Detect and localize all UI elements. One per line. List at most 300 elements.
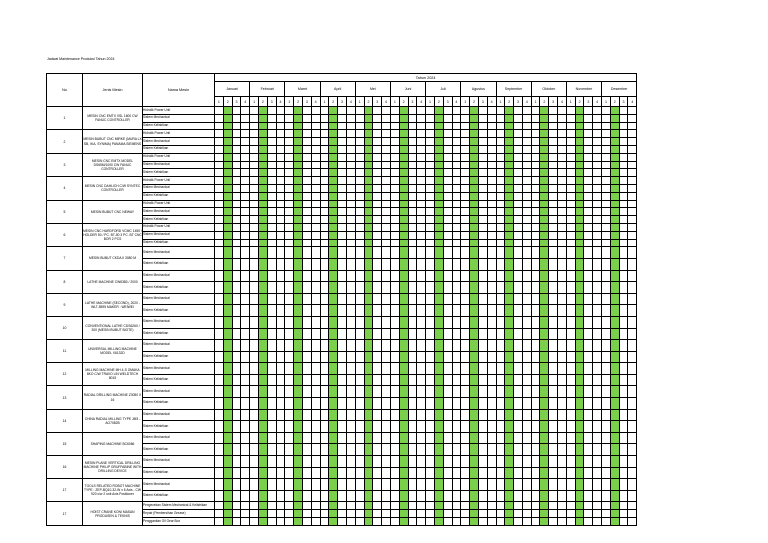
schedule-cell xyxy=(267,518,276,526)
schedule-cell xyxy=(505,153,514,161)
schedule-cell xyxy=(610,114,619,122)
schedule-cell xyxy=(294,239,303,247)
schedule-cell xyxy=(514,351,523,363)
maintenance-item: Hidrolik Power Unit xyxy=(143,223,215,231)
schedule-cell xyxy=(311,316,320,328)
schedule-cell xyxy=(390,258,399,270)
schedule-cell xyxy=(575,340,584,352)
schedule-cell xyxy=(522,351,531,363)
schedule-cell xyxy=(540,282,549,294)
schedule-cell xyxy=(338,192,347,200)
schedule-cell xyxy=(558,107,567,115)
schedule-cell xyxy=(628,305,637,317)
schedule-cell xyxy=(461,351,470,363)
schedule-cell xyxy=(619,122,628,130)
schedule-cell xyxy=(593,282,602,294)
schedule-cell xyxy=(602,153,611,161)
schedule-cell xyxy=(276,239,285,247)
schedule-cell xyxy=(452,231,461,239)
schedule-cell xyxy=(566,398,575,410)
schedule-cell xyxy=(250,305,259,317)
schedule-cell xyxy=(514,409,523,421)
schedule-cell xyxy=(241,145,250,153)
schedule-cell xyxy=(452,510,461,518)
schedule-cell xyxy=(487,223,496,231)
schedule-cell xyxy=(584,456,593,468)
schedule-cell xyxy=(575,502,584,510)
schedule-cell xyxy=(505,432,514,444)
schedule-cell xyxy=(294,107,303,115)
schedule-cell xyxy=(540,231,549,239)
schedule-cell xyxy=(232,490,241,502)
schedule-cell xyxy=(382,479,391,491)
schedule-cell xyxy=(470,282,479,294)
schedule-cell xyxy=(223,479,232,491)
schedule-cell xyxy=(215,293,224,305)
schedule-cell xyxy=(514,293,523,305)
schedule-cell xyxy=(346,231,355,239)
maintenance-item: Sistem Mechanical xyxy=(143,208,215,216)
week-header: 4 xyxy=(593,97,602,107)
schedule-cell xyxy=(549,456,558,468)
schedule-cell xyxy=(540,258,549,270)
schedule-cell xyxy=(294,386,303,398)
schedule-cell xyxy=(566,239,575,247)
schedule-cell xyxy=(285,161,294,169)
schedule-cell xyxy=(390,247,399,259)
schedule-cell xyxy=(338,177,347,185)
schedule-cell xyxy=(558,479,567,491)
schedule-cell xyxy=(619,328,628,340)
schedule-cell xyxy=(311,398,320,410)
schedule-cell xyxy=(602,138,611,146)
schedule-cell xyxy=(461,518,470,526)
schedule-cell xyxy=(443,328,452,340)
schedule-cell xyxy=(302,239,311,247)
schedule-cell xyxy=(584,192,593,200)
schedule-cell xyxy=(364,231,373,239)
schedule-cell xyxy=(223,145,232,153)
schedule-cell xyxy=(373,114,382,122)
schedule-cell xyxy=(487,153,496,161)
schedule-cell xyxy=(584,258,593,270)
schedule-cell xyxy=(540,153,549,161)
schedule-cell xyxy=(619,293,628,305)
schedule-cell xyxy=(584,490,593,502)
schedule-cell xyxy=(426,177,435,185)
schedule-cell xyxy=(294,421,303,433)
schedule-cell xyxy=(514,208,523,216)
schedule-cell xyxy=(399,510,408,518)
schedule-cell xyxy=(258,192,267,200)
schedule-cell xyxy=(250,479,259,491)
header-no: No xyxy=(47,74,83,107)
schedule-cell xyxy=(346,145,355,153)
schedule-cell xyxy=(294,138,303,146)
row-number: 4 xyxy=(47,177,83,200)
schedule-cell xyxy=(426,122,435,130)
schedule-cell xyxy=(364,502,373,510)
schedule-cell xyxy=(496,208,505,216)
schedule-cell xyxy=(505,328,514,340)
schedule-cell xyxy=(355,145,364,153)
schedule-cell xyxy=(478,502,487,510)
schedule-cell xyxy=(258,223,267,231)
schedule-cell xyxy=(496,316,505,328)
schedule-cell xyxy=(215,502,224,510)
schedule-cell xyxy=(566,510,575,518)
week-header: 1 xyxy=(531,97,540,107)
schedule-cell xyxy=(602,270,611,282)
schedule-cell xyxy=(346,467,355,479)
schedule-cell xyxy=(338,421,347,433)
schedule-cell xyxy=(584,374,593,386)
schedule-cell xyxy=(505,386,514,398)
schedule-cell xyxy=(452,184,461,192)
schedule-cell xyxy=(452,130,461,138)
schedule-cell xyxy=(390,231,399,239)
schedule-cell xyxy=(452,270,461,282)
schedule-cell xyxy=(408,270,417,282)
schedule-cell xyxy=(382,386,391,398)
schedule-cell xyxy=(302,386,311,398)
schedule-cell xyxy=(382,490,391,502)
week-header: 2 xyxy=(540,97,549,107)
schedule-cell xyxy=(382,282,391,294)
schedule-cell xyxy=(584,444,593,456)
schedule-cell xyxy=(382,239,391,247)
schedule-cell xyxy=(311,386,320,398)
machine-type: RADIAL DRILLING MACHINE Z3050 X 16 xyxy=(83,386,143,409)
schedule-cell xyxy=(531,328,540,340)
schedule-cell xyxy=(285,479,294,491)
schedule-cell xyxy=(461,145,470,153)
schedule-cell xyxy=(443,216,452,224)
schedule-cell xyxy=(443,479,452,491)
schedule-cell xyxy=(276,328,285,340)
week-header: 3 xyxy=(514,97,523,107)
schedule-cell xyxy=(215,270,224,282)
schedule-cell xyxy=(549,216,558,224)
schedule-cell xyxy=(320,479,329,491)
schedule-cell xyxy=(294,200,303,208)
schedule-cell xyxy=(285,208,294,216)
schedule-cell xyxy=(408,130,417,138)
schedule-cell xyxy=(531,444,540,456)
schedule-cell xyxy=(619,107,628,115)
schedule-cell xyxy=(276,409,285,421)
schedule-cell xyxy=(294,490,303,502)
schedule-cell xyxy=(531,177,540,185)
schedule-cell xyxy=(232,351,241,363)
schedule-cell xyxy=(241,130,250,138)
schedule-cell xyxy=(223,518,232,526)
schedule-cell xyxy=(346,456,355,468)
schedule-cell xyxy=(276,479,285,491)
schedule-cell xyxy=(302,247,311,259)
schedule-cell xyxy=(443,351,452,363)
schedule-cell xyxy=(575,510,584,518)
schedule-cell xyxy=(602,258,611,270)
schedule-cell xyxy=(215,107,224,115)
schedule-cell xyxy=(390,490,399,502)
schedule-cell xyxy=(223,192,232,200)
schedule-cell xyxy=(443,231,452,239)
schedule-cell xyxy=(566,107,575,115)
schedule-cell xyxy=(320,490,329,502)
schedule-cell xyxy=(487,247,496,259)
schedule-cell xyxy=(575,153,584,161)
schedule-cell xyxy=(338,107,347,115)
schedule-cell xyxy=(593,153,602,161)
schedule-cell xyxy=(320,502,329,510)
schedule-cell xyxy=(478,293,487,305)
schedule-cell xyxy=(443,169,452,177)
schedule-cell xyxy=(593,258,602,270)
schedule-cell xyxy=(232,247,241,259)
week-header: 3 xyxy=(584,97,593,107)
schedule-cell xyxy=(417,216,426,224)
schedule-cell xyxy=(250,432,259,444)
schedule-cell xyxy=(320,114,329,122)
schedule-cell xyxy=(258,444,267,456)
schedule-cell xyxy=(461,421,470,433)
schedule-cell xyxy=(417,293,426,305)
schedule-cell xyxy=(355,502,364,510)
schedule-cell xyxy=(602,223,611,231)
schedule-cell xyxy=(426,239,435,247)
schedule-cell xyxy=(285,398,294,410)
schedule-cell xyxy=(549,107,558,115)
schedule-cell xyxy=(276,122,285,130)
schedule-cell xyxy=(294,270,303,282)
schedule-cell xyxy=(549,223,558,231)
schedule-cell xyxy=(487,258,496,270)
schedule-cell xyxy=(434,502,443,510)
schedule-cell xyxy=(531,223,540,231)
schedule-cell xyxy=(223,200,232,208)
schedule-cell xyxy=(610,216,619,224)
schedule-cell xyxy=(470,208,479,216)
schedule-cell xyxy=(276,502,285,510)
schedule-cell xyxy=(320,231,329,239)
schedule-cell xyxy=(346,153,355,161)
schedule-cell xyxy=(584,432,593,444)
schedule-cell xyxy=(382,161,391,169)
schedule-cell xyxy=(294,216,303,224)
schedule-cell xyxy=(408,200,417,208)
schedule-cell xyxy=(531,386,540,398)
schedule-cell xyxy=(426,351,435,363)
schedule-cell xyxy=(390,351,399,363)
schedule-cell xyxy=(575,169,584,177)
schedule-cell xyxy=(408,107,417,115)
machine-type: LATHE MACHINE (SECOND), 2020 - WLT-5595 MAKER : WEIWEI xyxy=(83,293,143,316)
schedule-cell xyxy=(584,518,593,526)
schedule-cell xyxy=(364,479,373,491)
schedule-cell xyxy=(610,328,619,340)
schedule-cell xyxy=(320,316,329,328)
schedule-cell xyxy=(628,409,637,421)
schedule-cell xyxy=(566,456,575,468)
schedule-cell xyxy=(408,386,417,398)
schedule-cell xyxy=(258,184,267,192)
schedule-cell xyxy=(487,510,496,518)
schedule-cell xyxy=(382,363,391,375)
schedule-cell xyxy=(619,231,628,239)
schedule-cell xyxy=(285,138,294,146)
maintenance-item: Sistem Mechanical xyxy=(143,340,215,352)
schedule-cell xyxy=(434,107,443,115)
maintenance-item: Sistem Kelistrikan xyxy=(143,490,215,502)
schedule-cell xyxy=(258,169,267,177)
week-header: 2 xyxy=(294,97,303,107)
schedule-cell xyxy=(461,456,470,468)
schedule-cell xyxy=(267,114,276,122)
schedule-cell xyxy=(540,270,549,282)
schedule-cell xyxy=(452,161,461,169)
schedule-cell xyxy=(593,184,602,192)
schedule-cell xyxy=(382,444,391,456)
week-header: 4 xyxy=(558,97,567,107)
schedule-cell xyxy=(390,293,399,305)
schedule-cell xyxy=(346,216,355,224)
schedule-cell xyxy=(610,467,619,479)
schedule-cell xyxy=(267,510,276,518)
month-header: Desember xyxy=(602,82,637,97)
table-row xyxy=(47,479,637,491)
schedule-cell xyxy=(461,328,470,340)
schedule-cell xyxy=(461,239,470,247)
schedule-cell xyxy=(338,122,347,130)
schedule-cell xyxy=(487,192,496,200)
schedule-cell xyxy=(320,138,329,146)
schedule-cell xyxy=(215,153,224,161)
schedule-cell xyxy=(320,328,329,340)
schedule-cell xyxy=(241,305,250,317)
schedule-cell xyxy=(382,138,391,146)
schedule-cell xyxy=(258,518,267,526)
schedule-cell xyxy=(258,138,267,146)
schedule-cell xyxy=(496,328,505,340)
schedule-cell xyxy=(232,386,241,398)
schedule-cell xyxy=(399,398,408,410)
schedule-cell xyxy=(514,130,523,138)
schedule-cell xyxy=(566,432,575,444)
schedule-cell xyxy=(443,192,452,200)
schedule-cell xyxy=(452,421,461,433)
schedule-cell xyxy=(258,239,267,247)
schedule-cell xyxy=(258,200,267,208)
schedule-cell xyxy=(232,444,241,456)
schedule-cell xyxy=(593,386,602,398)
schedule-cell xyxy=(355,192,364,200)
schedule-cell xyxy=(294,510,303,518)
maintenance-item: Pengecekan Sistem Mechanical & Kelistrikan xyxy=(143,502,215,510)
schedule-cell xyxy=(522,138,531,146)
schedule-cell xyxy=(610,145,619,153)
schedule-cell xyxy=(215,208,224,216)
schedule-cell xyxy=(329,122,338,130)
schedule-cell xyxy=(241,282,250,294)
schedule-cell xyxy=(610,282,619,294)
schedule-cell xyxy=(602,239,611,247)
schedule-cell xyxy=(364,467,373,479)
schedule-cell xyxy=(408,467,417,479)
schedule-cell xyxy=(223,282,232,294)
schedule-cell xyxy=(355,282,364,294)
schedule-cell xyxy=(364,247,373,259)
schedule-cell xyxy=(302,351,311,363)
schedule-cell xyxy=(549,490,558,502)
schedule-cell xyxy=(399,340,408,352)
schedule-cell xyxy=(540,316,549,328)
schedule-cell xyxy=(522,386,531,398)
schedule-cell xyxy=(610,386,619,398)
schedule-cell xyxy=(470,328,479,340)
schedule-cell xyxy=(417,363,426,375)
schedule-cell xyxy=(364,398,373,410)
machine-type: MESIN CNC DAHLICH C/W SYNTEC CONTROLLER xyxy=(83,177,143,200)
schedule-cell xyxy=(390,502,399,510)
schedule-cell xyxy=(575,114,584,122)
schedule-cell xyxy=(566,153,575,161)
schedule-cell xyxy=(417,122,426,130)
schedule-cell xyxy=(443,398,452,410)
schedule-cell xyxy=(355,351,364,363)
schedule-cell xyxy=(478,177,487,185)
schedule-cell xyxy=(355,223,364,231)
schedule-cell xyxy=(390,138,399,146)
schedule-cell xyxy=(426,490,435,502)
schedule-cell xyxy=(311,340,320,352)
machine-type: MESIN CNC EMTX MODEL DS65M/1000 CW FANUC CONTROLLER xyxy=(83,153,143,176)
schedule-cell xyxy=(399,223,408,231)
schedule-cell xyxy=(390,208,399,216)
schedule-cell xyxy=(223,161,232,169)
schedule-cell xyxy=(593,409,602,421)
schedule-cell xyxy=(329,258,338,270)
schedule-cell xyxy=(505,192,514,200)
schedule-cell xyxy=(452,293,461,305)
week-header: 4 xyxy=(276,97,285,107)
schedule-cell xyxy=(531,239,540,247)
schedule-cell xyxy=(540,239,549,247)
schedule-cell xyxy=(215,363,224,375)
schedule-cell xyxy=(329,282,338,294)
schedule-cell xyxy=(628,153,637,161)
schedule-cell xyxy=(505,518,514,526)
schedule-cell xyxy=(338,479,347,491)
schedule-cell xyxy=(408,114,417,122)
schedule-cell xyxy=(531,374,540,386)
schedule-cell xyxy=(426,398,435,410)
schedule-cell xyxy=(355,208,364,216)
schedule-cell xyxy=(593,192,602,200)
maintenance-item: Sistem Kelistrikan xyxy=(143,122,215,130)
schedule-cell xyxy=(232,153,241,161)
schedule-cell xyxy=(558,153,567,161)
schedule-cell xyxy=(355,177,364,185)
schedule-cell xyxy=(602,386,611,398)
schedule-cell xyxy=(434,316,443,328)
schedule-cell xyxy=(338,351,347,363)
schedule-cell xyxy=(311,421,320,433)
schedule-cell xyxy=(390,305,399,317)
schedule-cell xyxy=(470,444,479,456)
schedule-cell xyxy=(373,216,382,224)
schedule-cell xyxy=(540,444,549,456)
